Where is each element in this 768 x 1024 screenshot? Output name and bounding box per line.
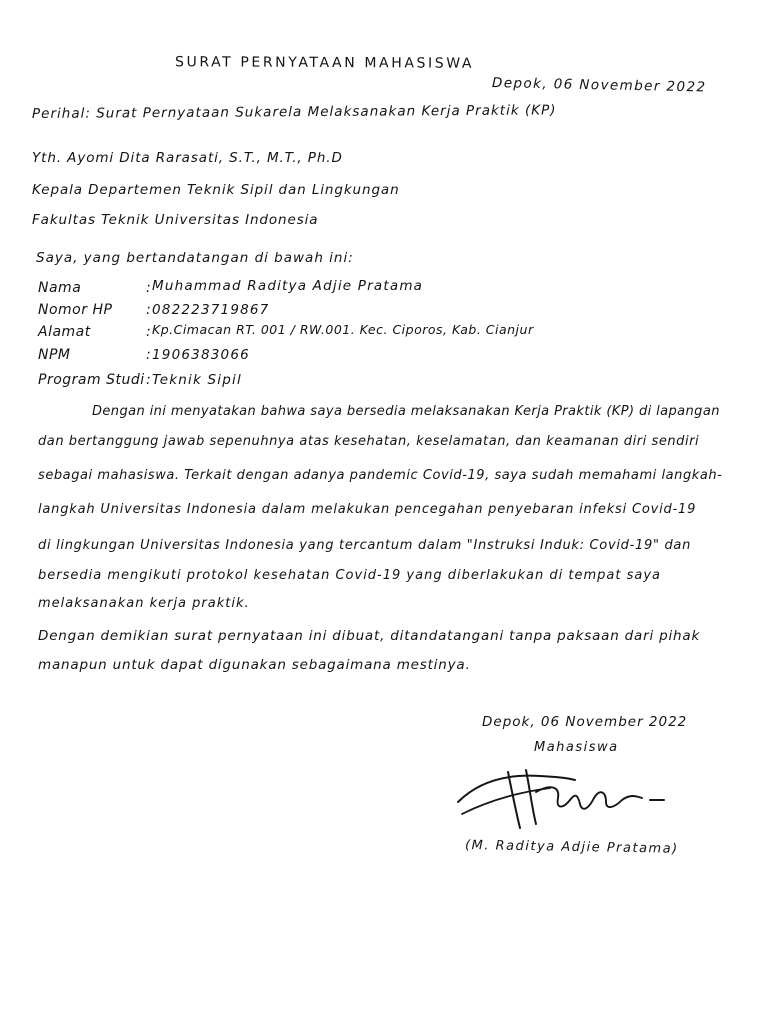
field-value: Muhammad Raditya Adjie Pratama: [152, 278, 424, 294]
letter-title: SURAT PERNYATAAN MAHASISWA: [174, 54, 475, 72]
handwritten-signature: [450, 762, 680, 834]
body-line: melaksanakan kerja praktik.: [38, 596, 250, 611]
field-colon: :: [146, 324, 152, 340]
field-label: Nama: [38, 280, 82, 296]
closing-line: manapun untuk dapat digunakan sebagaimana mestinya.: [38, 657, 471, 673]
letter-subject: Perihal: Surat Pernyataan Sukarela Melaksanakan Kerja Praktik (KP): [31, 102, 557, 122]
field-colon: :: [146, 347, 152, 363]
body-line: langkah Universitas Indonesia dalam melakukan pencegahan penyebaran infeksi Covid-19: [38, 502, 697, 517]
body-line: di lingkungan Universitas Indonesia yang tercantum dalam "Instruksi Induk: Covid-19" dan: [38, 538, 692, 553]
field-value: 082223719867: [152, 302, 270, 318]
recipient-line: Fakultas Teknik Universitas Indonesia: [32, 212, 319, 228]
body-line: sebagai mahasiswa. Terkait dengan adanya pandemic Covid-19, saya sudah memahami langkah-: [38, 468, 723, 483]
field-label: Alamat: [38, 324, 91, 340]
field-value: 1906383066: [152, 347, 250, 363]
field-colon: :: [146, 302, 152, 318]
body-line: bersedia mengikuti protokol kesehatan Covid-19 yang diberlakukan di tempat saya: [38, 568, 661, 583]
recipient-line: Yth. Ayomi Dita Rarasati, S.T., M.T., Ph.D: [32, 150, 343, 166]
field-value: Kp.Cimacan RT. 001 / RW.001. Kec. Ciporos, Kab. Cianjur: [152, 322, 534, 337]
recipient-line: Kepala Departemen Teknik Sipil dan Lingkungan: [32, 182, 400, 198]
signature-role: Mahasiswa: [534, 740, 619, 755]
field-colon: :: [146, 372, 152, 388]
field-label: NPM: [38, 347, 71, 363]
signature-place-date: Depok, 06 November 2022: [482, 714, 688, 730]
signature-name: (M. Raditya Adjie Pratama): [464, 838, 679, 857]
body-line: Dengan ini menyatakan bahwa saya bersedia melaksanakan Kerja Praktik (KP) di lapangan: [92, 404, 720, 419]
body-line: dan bertanggung jawab sepenuhnya atas kesehatan, keselamatan, dan keamanan diri sendiri: [38, 434, 700, 449]
closing-line: Dengan demikian surat pernyataan ini dibuat, ditandatangani tanpa paksaan dari pihak: [38, 628, 701, 644]
field-label: Program Studi: [38, 372, 145, 388]
field-label: Nomor HP: [38, 302, 113, 318]
field-colon: :: [146, 280, 152, 296]
field-value: Teknik Sipil: [152, 372, 242, 388]
opening-line: Saya, yang bertandatangan di bawah ini:: [36, 250, 354, 266]
header-place-date: Depok, 06 November 2022: [491, 75, 707, 96]
